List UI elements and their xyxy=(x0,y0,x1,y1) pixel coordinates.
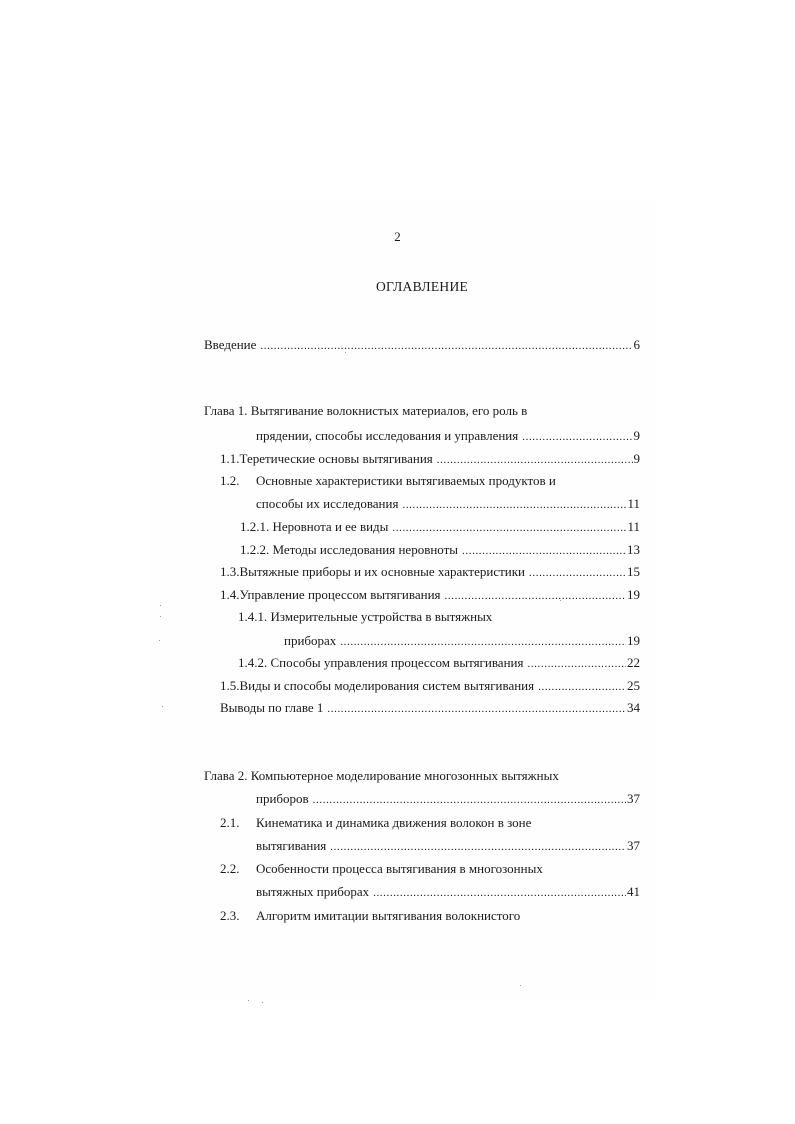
toc-entry-text: Глава 2. Компьютерное моделирование многозонных вытяжных xyxy=(204,768,559,783)
toc-entry-number: 1.5. xyxy=(220,678,240,693)
toc-entry-page: 25 xyxy=(627,678,640,693)
toc-entry-number: 2.3. xyxy=(220,908,240,923)
toc-leader-dots xyxy=(313,791,626,809)
toc-entry-2-1-line-1[interactable] xyxy=(220,814,531,832)
toc-entry-1-2-1[interactable] xyxy=(240,518,640,537)
toc-leader-dots xyxy=(445,587,626,605)
toc-entry-text: прядении, способы исследования и управления xyxy=(256,428,519,443)
toc-entry-chapter-1-conclusions[interactable] xyxy=(220,699,640,718)
toc-entry-1-5[interactable] xyxy=(220,677,640,696)
toc-entry-text: Вытяжные приборы и их основные характеристики xyxy=(239,564,526,579)
toc-entry-text: Теретические основы вытягивания xyxy=(239,451,433,466)
toc-entry-text: Глава 1. Вытягивание волокнистых материалов, его роль в xyxy=(204,403,528,418)
toc-entry-text: Введение xyxy=(204,337,257,352)
toc-leader-dots xyxy=(373,884,626,902)
toc-entry-text: Особенности процесса вытягивания в многозонных xyxy=(256,861,543,876)
toc-entry-text: 1.4.1. Измерительные устройства в вытяжных xyxy=(238,609,493,624)
toc-leader-dots xyxy=(260,337,632,355)
toc-entry-text: Виды и способы моделирования систем вытягивания xyxy=(239,678,535,693)
page-number: 2 xyxy=(394,229,401,244)
toc-entry-text: 1.2.2. Методы исследования неровноты xyxy=(240,542,459,557)
toc-entry-text: приборах xyxy=(284,633,337,648)
toc-entry-chapter-1-line-2[interactable] xyxy=(256,427,640,446)
toc-entry-page: 22 xyxy=(627,655,640,670)
toc-entry-text: Кинематика и динамика движения волокон в зоне xyxy=(256,815,532,830)
toc-entry-text: Выводы по главе 1 xyxy=(220,700,324,715)
toc-entry-text: Управление процессом вытягивания xyxy=(239,587,441,602)
toc-entry-2-2-line-2[interactable] xyxy=(256,883,640,902)
toc-entry-chapter-2-line-1[interactable] xyxy=(204,767,559,785)
toc-entry-page: 37 xyxy=(627,791,640,806)
toc-entry-number: 2.2. xyxy=(220,861,240,876)
toc-entry-1-4-2[interactable] xyxy=(238,654,640,673)
toc-entry-1-2-line-1[interactable] xyxy=(220,472,556,490)
toc-leader-dots xyxy=(327,700,626,718)
toc-entry-text: Алгоритм имитации вытягивания волокнистого xyxy=(256,908,521,923)
toc-entry-chapter-2-line-2[interactable] xyxy=(256,790,640,809)
toc-entry-number: 1.4. xyxy=(220,587,240,602)
toc-entry-page: 19 xyxy=(627,633,640,648)
toc-entry-chapter-1-line-1[interactable] xyxy=(204,402,527,420)
toc-entry-page: 11 xyxy=(627,496,640,511)
toc-entry-1-1[interactable] xyxy=(220,450,640,469)
toc-title: ОГЛАВЛЕНИЕ xyxy=(375,279,469,294)
toc-leader-dots xyxy=(538,678,626,696)
toc-entry-2-2-line-1[interactable] xyxy=(220,860,543,878)
toc-leader-dots xyxy=(437,451,633,469)
toc-entry-1-2-line-2[interactable] xyxy=(256,495,640,514)
toc-entry-number: 1.1. xyxy=(220,451,240,466)
toc-entry-page: 6 xyxy=(633,337,640,352)
toc-leader-dots xyxy=(529,564,626,582)
toc-entry-text: 1.2.1. Неровнота и ее виды xyxy=(240,519,389,534)
toc-entry-text: Основные характеристики вытягиваемых продуктов и xyxy=(256,473,556,488)
toc-entry-1-4-1-line-2[interactable] xyxy=(284,632,640,651)
toc-entry-number: 1.3. xyxy=(220,564,240,579)
toc-leader-dots xyxy=(330,838,626,856)
toc-entry-page: 13 xyxy=(627,542,640,557)
toc-leader-dots xyxy=(402,496,626,514)
toc-entry-introduction[interactable] xyxy=(204,336,640,355)
toc-entry-text: вытягивания xyxy=(256,838,327,853)
toc-leader-dots xyxy=(527,655,626,673)
toc-leader-dots xyxy=(392,519,626,537)
toc-entry-1-3[interactable] xyxy=(220,563,640,582)
toc-entry-number: 1.2. xyxy=(220,473,240,488)
toc-leader-dots xyxy=(340,633,626,651)
toc-leader-dots xyxy=(522,428,632,446)
toc-entry-text: вытяжных приборах xyxy=(256,884,370,899)
toc-entry-text: способы их исследования xyxy=(256,496,399,511)
toc-entry-page: 15 xyxy=(627,564,640,579)
toc-entry-text: 1.4.2. Способы управления процессом вытягивания xyxy=(238,655,524,670)
toc-entry-text: приборов xyxy=(256,791,309,806)
toc-entry-1-2-2[interactable] xyxy=(240,541,640,560)
toc-entry-page: 11 xyxy=(627,519,640,534)
toc-entry-1-4-1-line-1[interactable] xyxy=(238,608,492,626)
toc-leader-dots xyxy=(462,542,626,560)
toc-entry-page: 34 xyxy=(627,700,640,715)
toc-entry-page: 9 xyxy=(633,451,640,466)
toc-entry-2-3-line-1[interactable] xyxy=(220,907,520,925)
toc-entry-number: 2.1. xyxy=(220,815,240,830)
toc-entry-page: 41 xyxy=(627,884,640,899)
toc-entry-page: 37 xyxy=(627,838,640,853)
toc-entry-1-4[interactable] xyxy=(220,586,640,605)
toc-entry-2-1-line-2[interactable] xyxy=(256,837,640,856)
toc-entry-page: 9 xyxy=(633,428,640,443)
toc-entry-page: 19 xyxy=(627,587,640,602)
